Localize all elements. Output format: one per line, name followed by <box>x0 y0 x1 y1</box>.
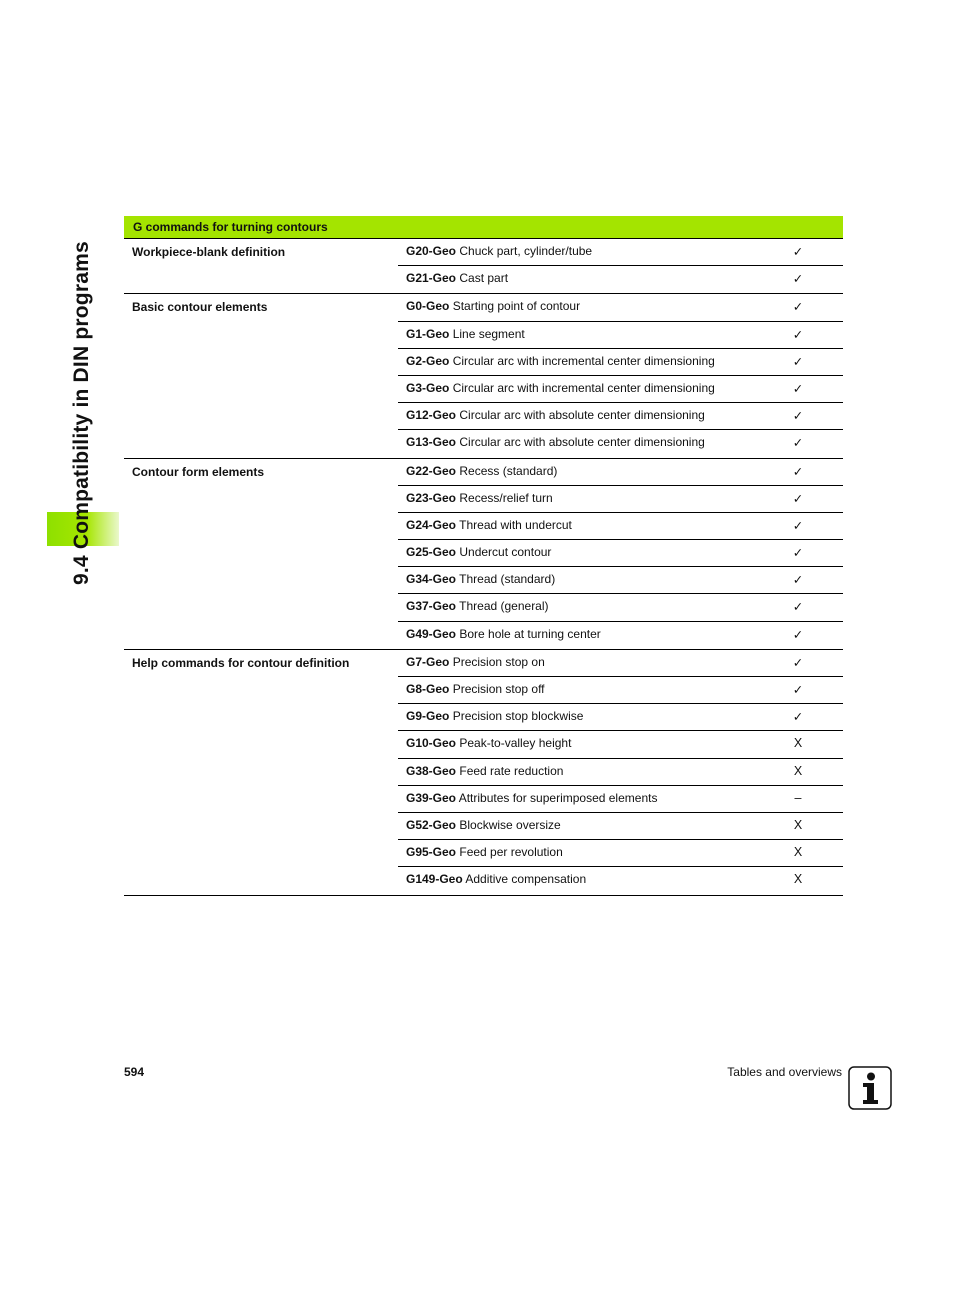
command-code: G23-Geo <box>406 490 457 505</box>
command-description: Precision stop off <box>452 682 545 696</box>
command-cell <box>406 682 545 696</box>
table-row <box>398 759 843 786</box>
table-row <box>398 239 843 266</box>
command-description: Cast part <box>459 271 509 286</box>
table-row <box>398 349 843 376</box>
command-cell <box>406 845 563 859</box>
group-rows <box>398 459 843 649</box>
table-group <box>124 650 843 896</box>
support-mark: X <box>793 845 803 860</box>
support-mark: ✓ <box>792 600 804 615</box>
command-cell <box>406 408 705 422</box>
command-code: G13-Geo <box>406 435 457 450</box>
table-row <box>398 594 843 621</box>
command-code: G10-Geo <box>406 736 457 751</box>
command-description: Undercut contour <box>459 545 552 560</box>
command-code: G0-Geo <box>406 299 450 314</box>
support-mark: ✓ <box>792 381 804 396</box>
command-code: G20-Geo <box>406 244 457 258</box>
command-cell <box>406 518 572 532</box>
command-cell <box>406 271 508 285</box>
support-mark: ✓ <box>792 518 804 533</box>
support-mark: ✓ <box>792 710 804 725</box>
command-description: Attributes for superimposed elements <box>458 790 658 805</box>
table-row <box>398 540 843 567</box>
command-description: Precision stop blockwise <box>452 709 584 724</box>
group-label: Help commands for contour definition <box>132 655 350 670</box>
command-code: G12-Geo <box>406 408 457 423</box>
command-description: Starting point of contour <box>452 299 581 314</box>
table-row <box>398 867 843 894</box>
command-cell <box>406 572 555 586</box>
command-cell <box>406 381 715 395</box>
command-description: Recess/relief turn <box>459 490 553 505</box>
footer-section-title: Tables and overviews <box>727 1065 842 1079</box>
support-mark: – <box>794 790 802 805</box>
table-row <box>398 376 843 403</box>
table-group <box>124 459 843 650</box>
table-row <box>398 650 843 677</box>
group-label: Workpiece-blank definition <box>132 245 286 259</box>
support-mark: X <box>793 872 803 887</box>
command-code: G25-Geo <box>406 545 457 560</box>
table-row <box>398 622 843 649</box>
support-mark: ✓ <box>792 354 804 369</box>
command-code: G34-Geo <box>406 572 457 587</box>
support-mark: ✓ <box>792 627 804 642</box>
command-cell <box>406 736 571 750</box>
command-code: G24-Geo <box>406 517 457 532</box>
support-mark: X <box>793 736 803 751</box>
command-cell <box>406 599 549 613</box>
support-mark: ✓ <box>792 683 804 697</box>
command-cell <box>406 354 715 368</box>
table-row <box>398 731 843 758</box>
support-mark: ✓ <box>792 464 804 479</box>
table-row <box>398 704 843 731</box>
info-icon <box>848 1066 892 1110</box>
group-label: Contour form elements <box>132 464 265 479</box>
table-header <box>124 216 843 239</box>
support-mark: X <box>793 817 803 832</box>
command-code: G52-Geo <box>406 817 457 832</box>
table-row <box>398 677 843 704</box>
page-number: 594 <box>124 1065 145 1079</box>
table-header-label: G commands for turning contours <box>133 220 328 234</box>
table-row <box>398 567 843 594</box>
command-cell <box>406 327 525 341</box>
command-description: Thread with undercut <box>459 517 572 532</box>
command-code: G3-Geo <box>406 380 450 395</box>
command-code: G95-Geo <box>406 845 457 860</box>
group-label: Basic contour elements <box>132 300 268 315</box>
group-rows <box>398 650 843 895</box>
table-group <box>124 294 843 458</box>
table-row <box>398 403 843 430</box>
command-cell <box>406 709 583 723</box>
g-commands-table <box>124 216 843 896</box>
command-description: Thread (standard) <box>459 572 556 587</box>
command-description: Circular arc with absolute center dimensioning <box>459 435 705 450</box>
table-row <box>398 813 843 840</box>
command-code: G37-Geo <box>406 599 457 614</box>
support-mark: ✓ <box>792 409 804 424</box>
command-code: G9-Geo <box>406 709 450 724</box>
group-rows <box>398 294 843 457</box>
command-description: Feed per revolution <box>459 845 563 860</box>
command-code: G149-Geo <box>406 872 463 887</box>
command-description: Circular arc with incremental center dimensioning <box>452 380 715 395</box>
chapter-side-title: 9.4 Compatibility in DIN programs <box>70 241 93 585</box>
support-mark: ✓ <box>792 573 804 588</box>
command-description: Peak-to-valley height <box>459 736 572 751</box>
command-code: G2-Geo <box>406 353 450 368</box>
support-mark: ✓ <box>792 245 804 259</box>
support-mark: ✓ <box>792 272 804 287</box>
command-description: Blockwise oversize <box>459 817 561 832</box>
command-cell <box>406 545 551 559</box>
command-description: Bore hole at turning center <box>459 626 601 641</box>
command-description: Circular arc with absolute center dimensioning <box>459 408 705 423</box>
command-cell <box>406 627 601 641</box>
table-row <box>398 459 843 486</box>
command-description: Line segment <box>452 326 525 341</box>
command-description: Precision stop on <box>452 654 545 669</box>
support-mark: ✓ <box>792 546 804 561</box>
command-cell <box>406 435 705 449</box>
command-cell <box>406 491 553 505</box>
table-row <box>398 430 843 457</box>
command-cell <box>406 818 561 832</box>
table-row <box>398 266 843 293</box>
group-rows <box>398 239 843 293</box>
support-mark: ✓ <box>792 655 804 670</box>
command-description: Additive compensation <box>465 872 587 887</box>
command-description: Thread (general) <box>459 599 549 614</box>
command-code: G1-Geo <box>406 326 450 341</box>
command-code: G8-Geo <box>406 682 450 696</box>
command-description: Chuck part, cylinder/tube <box>459 244 593 258</box>
table-row <box>398 786 843 813</box>
table-row <box>398 486 843 513</box>
table-row <box>398 294 843 321</box>
table-row <box>398 322 843 349</box>
command-cell <box>406 299 580 313</box>
command-cell <box>406 764 563 778</box>
command-cell <box>406 244 592 258</box>
support-mark: ✓ <box>792 300 804 315</box>
command-code: G7-Geo <box>406 654 450 669</box>
command-cell <box>406 655 545 669</box>
command-description: Feed rate reduction <box>459 763 564 778</box>
support-mark: X <box>793 763 803 778</box>
command-cell <box>406 464 557 478</box>
command-cell <box>406 791 657 805</box>
table-row <box>398 513 843 540</box>
table-group <box>124 239 843 294</box>
command-code: G21-Geo <box>406 271 457 286</box>
support-mark: ✓ <box>792 327 804 342</box>
command-code: G39-Geo <box>406 790 457 805</box>
table-body <box>124 239 843 896</box>
table-row <box>398 840 843 867</box>
support-mark: ✓ <box>792 436 804 451</box>
command-cell <box>406 872 586 886</box>
command-description: Recess (standard) <box>459 463 558 478</box>
command-code: G22-Geo <box>406 463 457 478</box>
command-code: G38-Geo <box>406 763 457 778</box>
support-mark: ✓ <box>792 491 804 506</box>
command-code: G49-Geo <box>406 626 457 641</box>
command-description: Circular arc with incremental center dimensioning <box>452 353 715 368</box>
